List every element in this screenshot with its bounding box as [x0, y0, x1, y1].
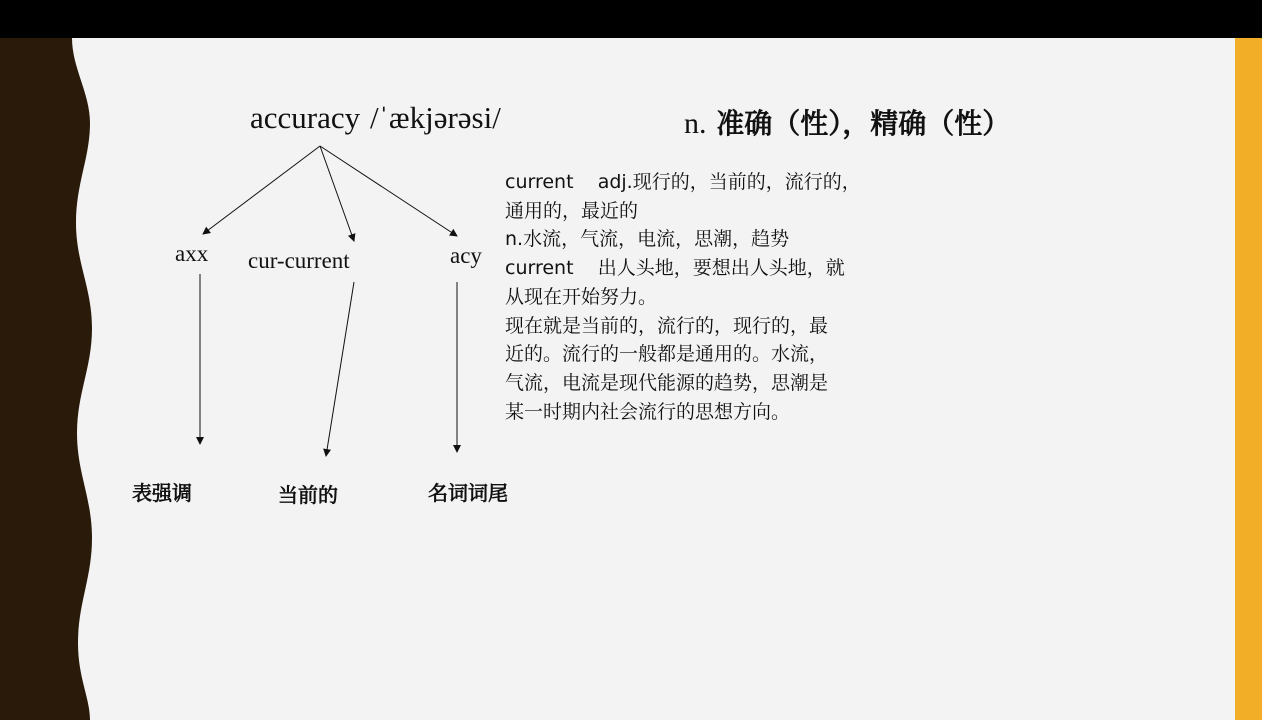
note-line: 近的。流行的一般都是通用的。水流， [505, 343, 829, 366]
root-part-axx: axx [175, 241, 209, 266]
note-line: 气流，电流是现代能源的趋势，思潮是 [505, 371, 829, 394]
note-line: 现在就是当前的，流行的，现行的，最 [505, 314, 829, 337]
explanation-notes [505, 168, 935, 426]
arrow-to-acy [320, 146, 457, 236]
note-line: current adj.现行的，当前的，流行的， [505, 171, 861, 193]
note-line: 从现在开始努力。 [505, 285, 658, 308]
part-of-speech: n. [684, 107, 707, 140]
root-part-cur-current: cur-current [248, 248, 350, 273]
arrow-to-axx [203, 146, 320, 234]
root-part-acy: acy [450, 243, 482, 268]
headword [250, 100, 501, 136]
gloss-acy: 名词词尾 [428, 481, 508, 505]
headword-meaning [684, 102, 1010, 142]
meaning-text: 准确（性），精确（性） [716, 107, 1011, 140]
headword-word: accuracy [250, 100, 361, 135]
note-line: 某一时期内社会流行的思想方向。 [505, 400, 791, 423]
note-line: n.水流，气流，电流，思潮，趋势 [505, 228, 790, 251]
headword-phonetic: /ˈækjərəsi/ [369, 100, 501, 135]
slide [0, 38, 1262, 720]
gloss-axx: 表强调 [132, 481, 192, 505]
note-line: 通用的，最近的 [505, 199, 639, 222]
arrow-to-cur [320, 146, 354, 241]
arrow-cur-gloss [326, 282, 354, 456]
gloss-cur-current: 当前的 [278, 483, 338, 507]
note-line: current 出人头地，要想出人头地，就 [505, 257, 845, 280]
